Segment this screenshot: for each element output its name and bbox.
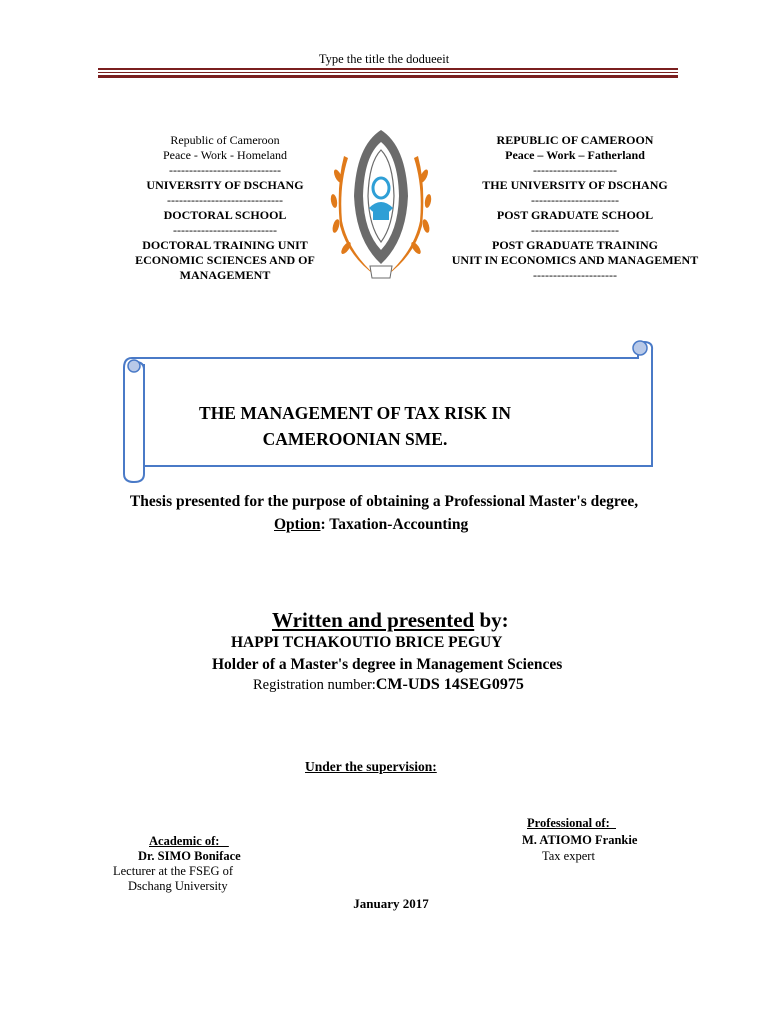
institution-line: --------------------- bbox=[533, 268, 617, 282]
thesis-title-line: THE MANAGEMENT OF TAX RISK IN bbox=[199, 403, 511, 423]
academic-supervisor-role: Lecturer at the FSEG of bbox=[113, 864, 234, 878]
institution-line: ----------------------------- bbox=[167, 193, 283, 207]
institution-line: Peace - Work - Homeland bbox=[162, 148, 288, 162]
institution-line: DOCTORAL TRAINING UNIT bbox=[142, 238, 308, 252]
thesis-statement: Thesis presented for the purpose of obtaining a Professional Master's degree, bbox=[129, 493, 639, 510]
institution-line: ---------------------- bbox=[531, 193, 619, 207]
institution-line: MANAGEMENT bbox=[179, 268, 271, 282]
thesis-title-line: CAMEROONIAN SME. bbox=[262, 429, 448, 449]
author-degree: Holder of a Master's degree in Management Sciences bbox=[212, 656, 563, 673]
professional-heading: Professional of: bbox=[527, 816, 616, 830]
header-rule bbox=[98, 75, 678, 78]
registration-number bbox=[253, 676, 524, 694]
header-rule bbox=[98, 72, 678, 73]
submission-date: January 2017 bbox=[353, 896, 429, 911]
page-header-text: Type the title the dodueeit bbox=[318, 52, 450, 66]
registration-value: CM-UDS 14SEG0975 bbox=[375, 676, 524, 693]
registration-label: Registration number: bbox=[253, 677, 376, 693]
university-emblem bbox=[326, 126, 436, 286]
professional-supervisor-name: M. ATIOMO Frankie bbox=[522, 833, 638, 847]
institution-line: ECONOMIC SCIENCES AND OF bbox=[135, 253, 315, 267]
institution-line: -------------------------- bbox=[173, 223, 277, 237]
institution-line: THE UNIVERSITY OF DSCHANG bbox=[482, 178, 668, 192]
header-rule bbox=[98, 68, 678, 70]
author-name: HAPPI TCHAKOUTIO BRICE PEGUY bbox=[231, 634, 503, 651]
option-value: : Taxation-Accounting bbox=[320, 516, 469, 533]
academic-heading: Academic of: bbox=[149, 834, 229, 848]
institution-line: ---------------------------- bbox=[169, 163, 281, 177]
written-by-heading bbox=[272, 608, 509, 633]
institution-line: Peace – Work – Fatherland bbox=[505, 148, 645, 162]
written-by-rest: by: bbox=[474, 608, 509, 632]
option-line bbox=[274, 516, 468, 534]
professional-supervisor-role: Tax expert bbox=[542, 849, 595, 863]
institution-line: UNIVERSITY OF DSCHANG bbox=[146, 178, 304, 192]
institution-line: POST GRADUATE TRAINING bbox=[491, 238, 659, 252]
institution-line: Republic of Cameroon bbox=[170, 133, 280, 147]
written-by-underlined: Written and presented bbox=[272, 608, 475, 632]
institution-line: ---------------------- bbox=[531, 223, 619, 237]
institution-line: DOCTORAL SCHOOL bbox=[163, 208, 287, 222]
institution-line: POST GRADUATE SCHOOL bbox=[496, 208, 654, 222]
institution-line: REPUBLIC OF CAMEROON bbox=[496, 133, 654, 147]
right-institution-block bbox=[440, 133, 710, 283]
left-institution-block bbox=[110, 133, 340, 283]
institution-line: --------------------- bbox=[533, 163, 617, 177]
option-label: Option bbox=[274, 516, 321, 533]
supervision-heading: Under the supervision: bbox=[305, 759, 437, 774]
thesis-title bbox=[140, 400, 570, 452]
academic-supervisor-role: Dschang University bbox=[128, 879, 228, 893]
institution-line: UNIT IN ECONOMICS AND MANAGEMENT bbox=[451, 253, 699, 267]
academic-supervisor-name: Dr. SIMO Boniface bbox=[138, 849, 241, 863]
